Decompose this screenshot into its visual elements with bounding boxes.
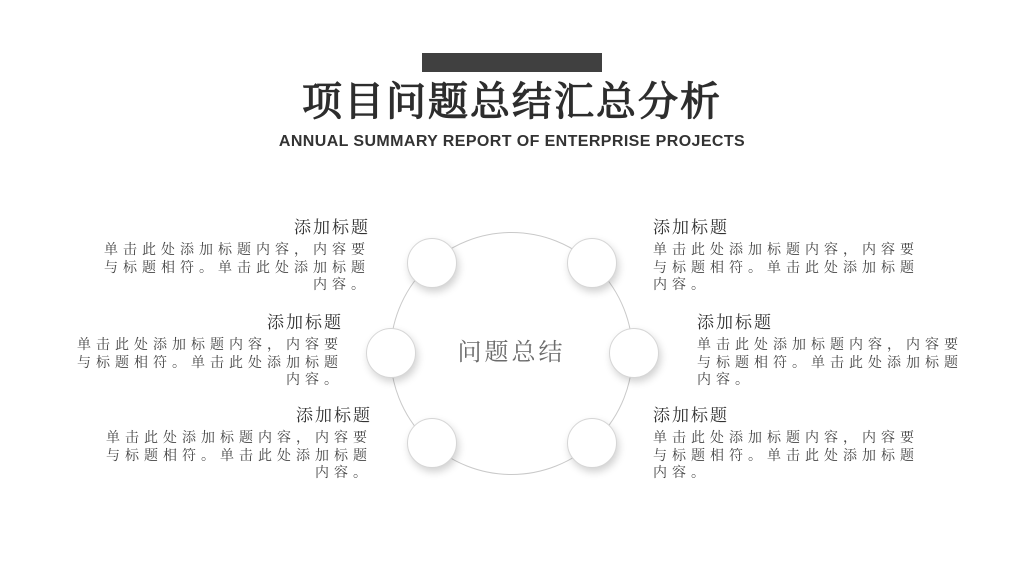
placeholder-block-left-mid[interactable] — [51, 310, 343, 389]
block-body-line: 单击此处添加标题内容，内容要 — [77, 336, 343, 352]
block-body-line: 内容。 — [653, 464, 710, 480]
block-heading: 添加标题 — [296, 406, 372, 425]
block-body-line: 与标题相符。单击此处添加标题 — [104, 258, 370, 275]
block-body-line: 与标题相符。单击此处添加标题 — [106, 446, 372, 463]
slide-subtitle: ANNUAL SUMMARY REPORT OF ENTERPRISE PROJECTS — [278, 133, 746, 150]
block-body-line: 内容。 — [313, 276, 370, 292]
node-circle-left[interactable] — [366, 328, 416, 378]
block-body-line: 与标题相符。单击此处添加标题 — [653, 258, 919, 275]
placeholder-block-left-bottom[interactable] — [87, 403, 372, 482]
block-body-line: 单击此处添加标题内容，内容要 — [653, 241, 919, 257]
block-heading: 添加标题 — [267, 313, 343, 332]
block-heading: 添加标题 — [697, 313, 773, 332]
block-body-line: 内容。 — [286, 371, 343, 387]
node-circle-top-left[interactable] — [407, 238, 457, 288]
slide-title: 项目问题总结汇总分析 — [302, 80, 722, 124]
placeholder-block-right-top[interactable] — [653, 215, 925, 294]
summary-ring-label: 问题总结 — [457, 339, 566, 366]
title-accent-bar — [422, 53, 602, 72]
block-heading: 添加标题 — [653, 406, 729, 425]
placeholder-block-left-top[interactable] — [90, 215, 370, 294]
placeholder-block-right-bottom[interactable] — [653, 403, 925, 482]
block-body-line: 单击此处添加标题内容，内容要 — [653, 429, 919, 445]
block-body-line: 单击此处添加标题内容，内容要 — [104, 241, 370, 257]
node-circle-bottom-left[interactable] — [407, 418, 457, 468]
block-body-line: 单击此处添加标题内容，内容要 — [106, 429, 372, 445]
block-body-line: 与标题相符。单击此处添加标题 — [77, 353, 343, 370]
block-body-line: 与标题相符。单击此处添加标题 — [653, 446, 919, 463]
block-body-line: 内容。 — [315, 464, 372, 480]
node-circle-top-right[interactable] — [567, 238, 617, 288]
node-circle-bottom-right[interactable] — [567, 418, 617, 468]
block-body-line: 内容。 — [653, 276, 710, 292]
placeholder-block-right-mid[interactable] — [697, 310, 969, 389]
block-body-line: 内容。 — [697, 371, 754, 387]
block-heading: 添加标题 — [653, 218, 729, 237]
block-body-line: 与标题相符。单击此处添加标题 — [697, 353, 963, 370]
block-body-line: 单击此处添加标题内容，内容要 — [697, 336, 963, 352]
node-circle-right[interactable] — [609, 328, 659, 378]
block-heading: 添加标题 — [294, 218, 370, 237]
